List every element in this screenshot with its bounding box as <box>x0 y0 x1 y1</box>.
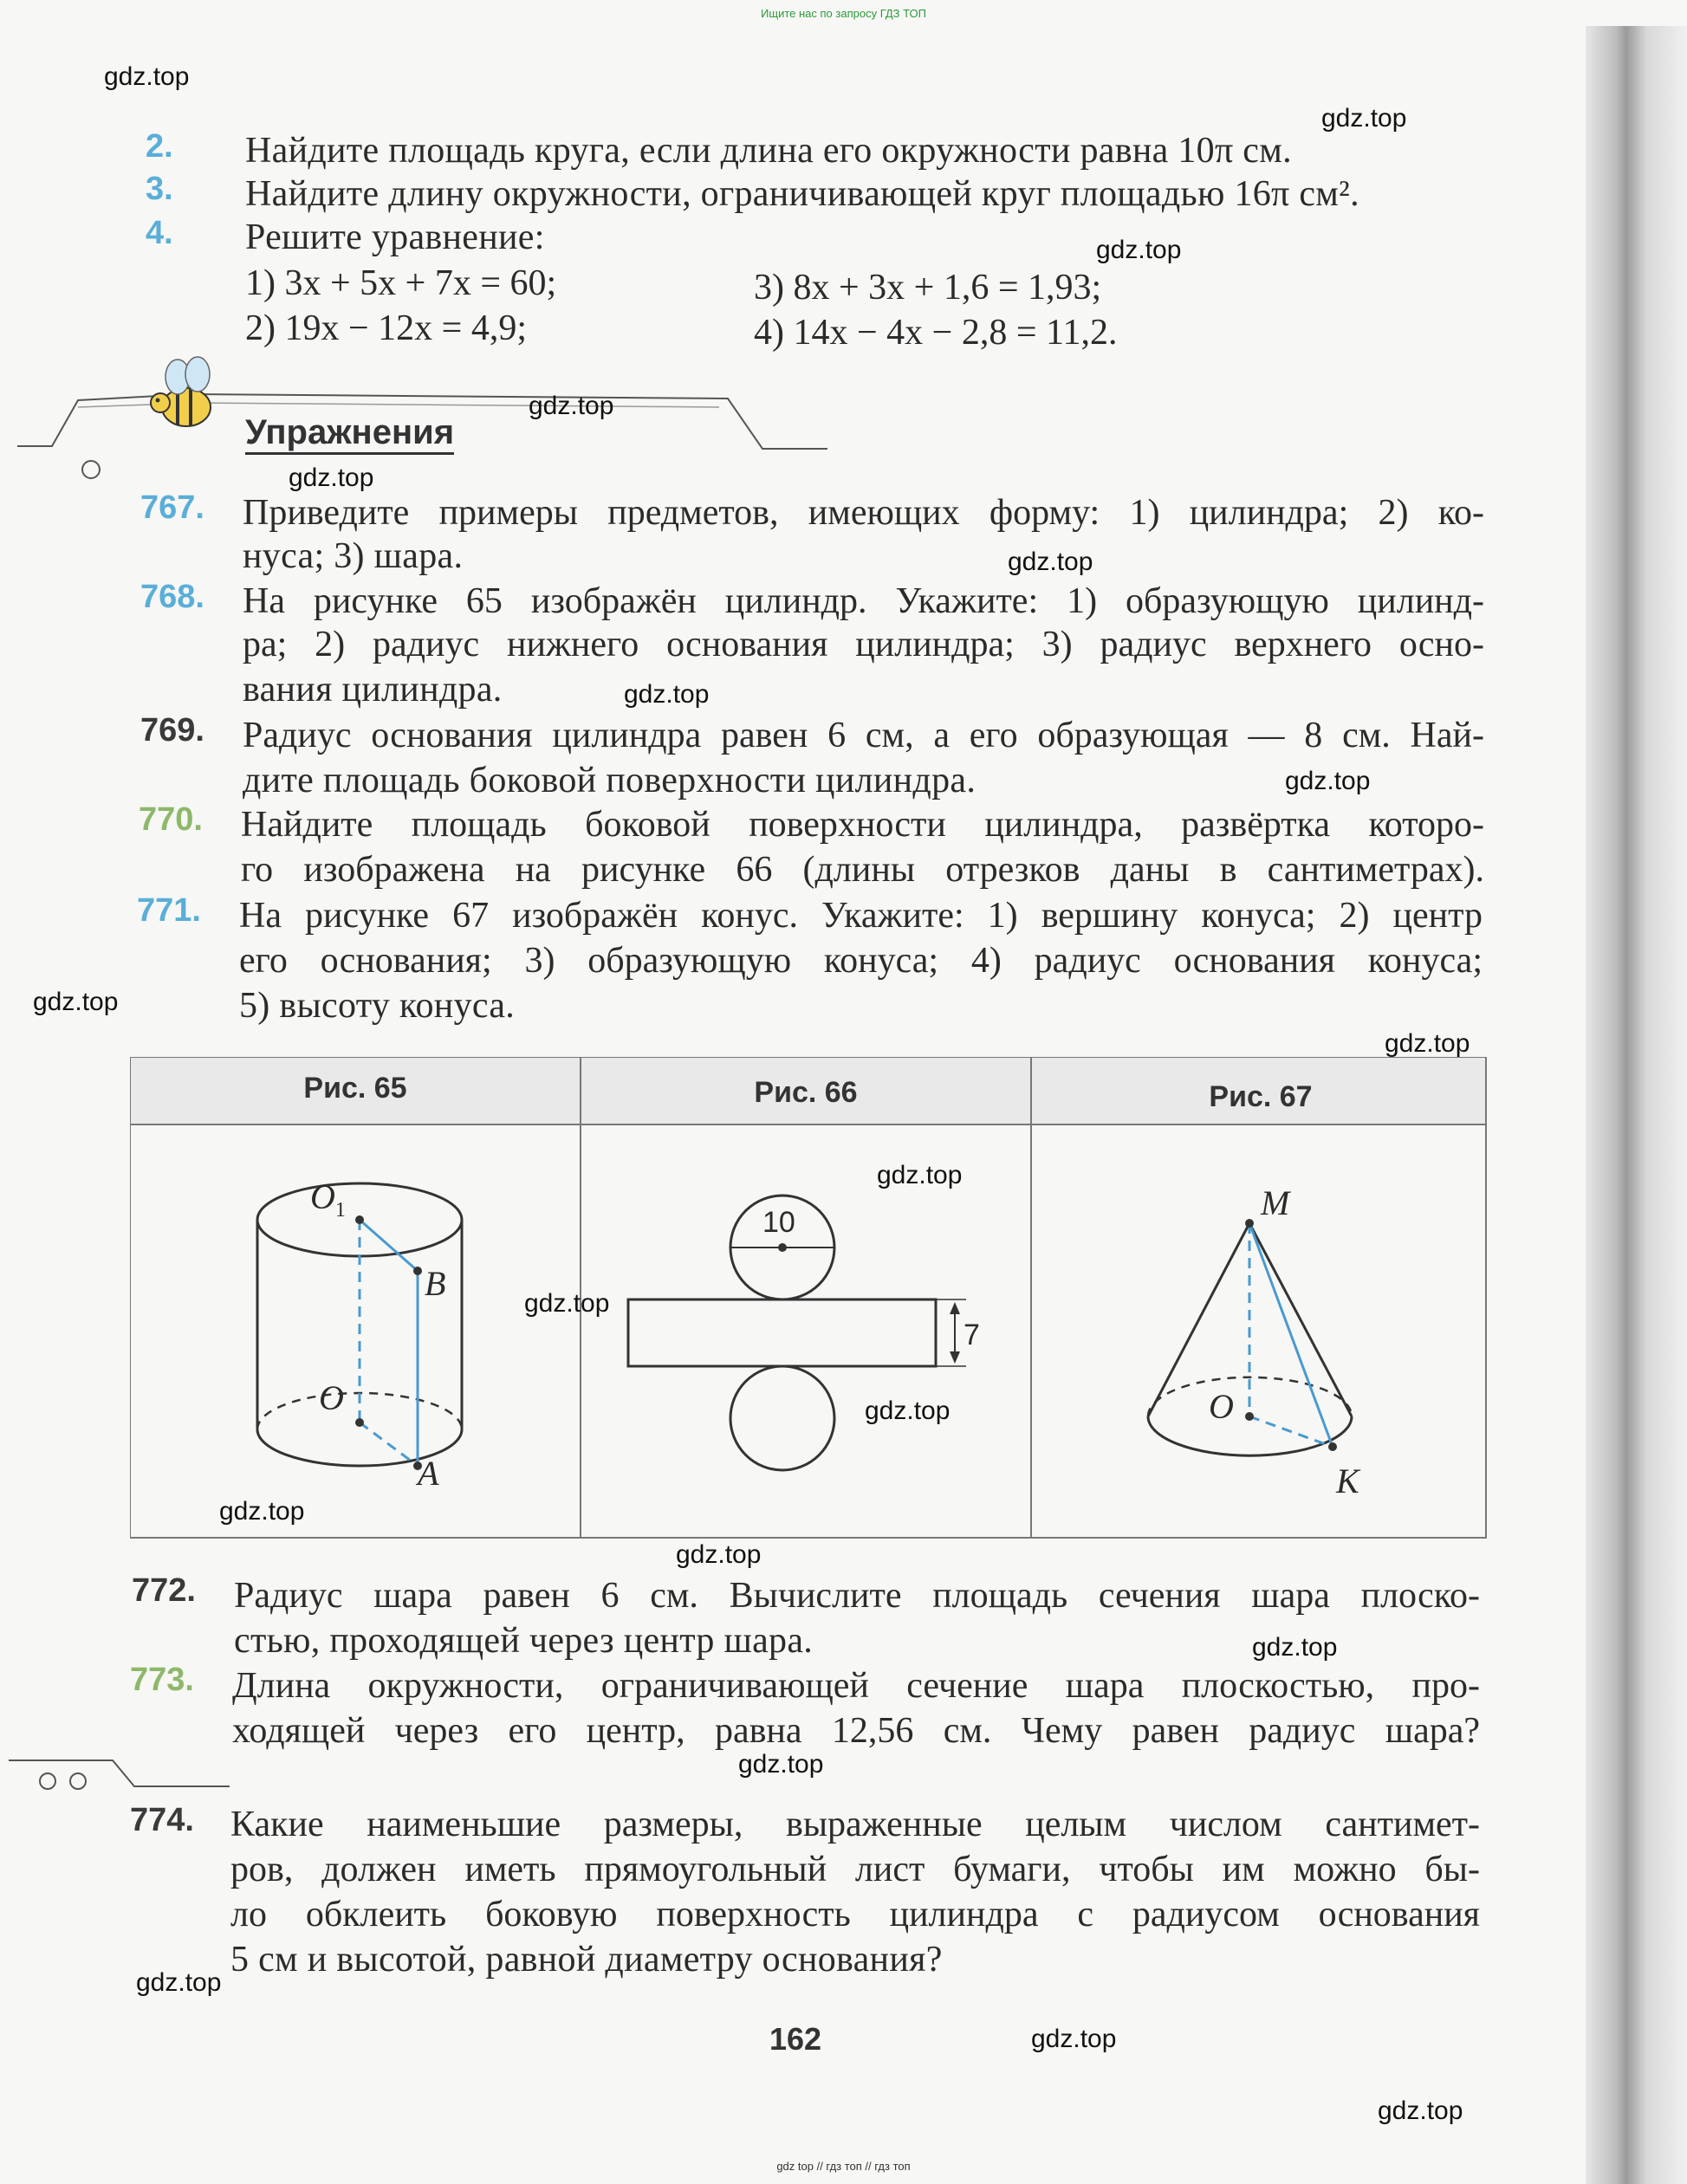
watermark: gdz.top <box>1096 236 1182 264</box>
figure-66-net <box>607 1178 1005 1490</box>
exercise-771-line-1: На рисунке 67 изображён конус. Укажите: 1) вершину конуса; 2) центр <box>239 896 1483 936</box>
exercise-774-line-3: ло обклеить боковую поверхность цилиндра с радиусом основания <box>230 1895 1480 1934</box>
problem-text-4: Решите уравнение: <box>245 217 545 257</box>
exercise-771-line-2: его основания; 3) образующую конуса; 4) радиус основания конуса; <box>239 941 1483 981</box>
exercise-number-773: 773. <box>130 1662 194 1698</box>
problem-text-3: Найдите длину окружности, ограничивающей круг площадью 16π см². <box>245 174 1359 214</box>
watermark: gdz.top <box>877 1161 963 1189</box>
exercise-773-line-2: ходящей через его центр, равна 12,56 см. Чему равен радиус шара? <box>232 1711 1480 1751</box>
problem-number-2: 2. <box>146 128 173 165</box>
exercise-number-767: 767. <box>140 489 204 526</box>
watermark: gdz.top <box>1031 2025 1117 2053</box>
watermark: gdz.top <box>1378 2097 1463 2125</box>
watermark: gdz.top <box>219 1497 305 1526</box>
header-note: Ищите нас по запросу ГДЗ ТОП <box>761 7 926 20</box>
figure-65-title: Рис. 65 <box>303 1072 407 1105</box>
watermark: gdz.top <box>624 680 710 709</box>
label-k: K <box>1336 1461 1359 1500</box>
problem-text-2: Найдите площадь круга, если длина его окружности равна 10π см. <box>245 131 1292 171</box>
footer-note: gdz top // гдз топ // гдз топ <box>776 2160 911 2173</box>
exercise-774-line-1: Какие наименьшие размеры, выраженные целым числом сантимет- <box>230 1805 1480 1844</box>
figure-67-title: Рис. 67 <box>1209 1080 1313 1113</box>
watermark: gdz.top <box>104 62 190 91</box>
label-b: B <box>425 1264 446 1303</box>
equation-3: 3) 8x + 3x + 1,6 = 1,93; <box>754 268 1102 308</box>
bee-icon <box>139 355 234 442</box>
exercise-774-line-4: 5 см и высотой, равной диаметру основания? <box>230 1940 943 1980</box>
figure-66-title: Рис. 66 <box>754 1076 858 1109</box>
exercise-number-771: 771. <box>137 892 201 929</box>
exercise-771-line-3: 5) высоту конуса. <box>239 986 516 1026</box>
figure-67-cone <box>1135 1196 1395 1481</box>
watermark: gdz.top <box>676 1540 762 1569</box>
exercise-772-line-2: стью, проходящей через центр шара. <box>234 1621 814 1661</box>
watermark: gdz.top <box>289 463 374 492</box>
equation-1: 1) 3x + 5x + 7x = 60; <box>245 263 557 303</box>
exercise-number-774: 774. <box>130 1802 194 1838</box>
problem-number-3: 3. <box>146 171 173 207</box>
label-a: A <box>418 1454 439 1493</box>
label-m: M <box>1261 1183 1290 1222</box>
label-o1: $O_1$ <box>310 1177 346 1222</box>
label-rect-height: 7 <box>964 1319 980 1351</box>
watermark: gdz.top <box>524 1289 610 1318</box>
exercise-768-line-1: На рисунке 65 изображён цилиндр. Укажите: 1) образующую цилинд- <box>243 581 1484 621</box>
exercise-number-772: 772. <box>132 1572 196 1609</box>
label-o: O <box>319 1378 344 1417</box>
exercise-767-line-2: нуса; 3) шара. <box>243 536 464 576</box>
exercise-772-line-1: Радиус шара равен 6 см. Вычислите площадь сечения шара плоско- <box>234 1576 1480 1616</box>
watermark: gdz.top <box>529 392 614 420</box>
page-number: 162 <box>769 2021 822 2057</box>
watermark: gdz.top <box>136 1968 222 1997</box>
exercise-770-line-2: го изображена на рисунке 66 (длины отрезков даны в сантиметрах). <box>241 850 1484 890</box>
equation-4: 4) 14x − 4x − 2,8 = 11,2. <box>754 313 1118 353</box>
difficulty-divider <box>0 1750 243 1802</box>
exercise-number-769: 769. <box>140 712 204 749</box>
watermark: gdz.top <box>1252 1633 1338 1662</box>
exercise-768-line-3: вания цилиндра. <box>243 670 503 710</box>
exercise-769-line-1: Радиус основания цилиндра равен 6 см, а его образующая — 8 см. Най- <box>243 716 1484 755</box>
page-binding-edge <box>1586 26 1687 2184</box>
exercise-number-768: 768. <box>140 579 204 615</box>
watermark: gdz.top <box>1008 548 1093 576</box>
problem-number-4: 4. <box>146 215 173 251</box>
exercise-768-line-2: ра; 2) радиус нижнего основания цилиндра; 3) радиус верхнего осно- <box>243 625 1484 664</box>
equation-2: 2) 19x − 12x = 4,9; <box>245 308 528 348</box>
watermark: gdz.top <box>738 1750 824 1779</box>
exercise-773-line-1: Длина окружности, ограничивающей сечение шара плоскостью, про- <box>232 1666 1480 1706</box>
watermark: gdz.top <box>865 1397 951 1425</box>
watermark: gdz.top <box>33 988 119 1016</box>
figure-65-cylinder <box>234 1152 494 1499</box>
exercise-769-line-2: дите площадь боковой поверхности цилиндра. <box>243 761 977 800</box>
exercise-770-line-1: Найдите площадь боковой поверхности цилиндра, развёртка которо- <box>241 805 1484 845</box>
exercise-774-line-2: ров, должен иметь прямоугольный лист бумаги, чтобы им можно бы- <box>230 1850 1480 1889</box>
watermark: gdz.top <box>1285 767 1371 795</box>
label-circle-diameter: 10 <box>762 1206 795 1239</box>
exercise-number-770: 770. <box>139 801 203 838</box>
section-title: Упражнения <box>245 412 454 455</box>
label-cone-o: O <box>1209 1387 1234 1426</box>
watermark: gdz.top <box>1385 1029 1470 1058</box>
exercise-767-line-1: Приведите примеры предметов, имеющих форму: 1) цилиндра; 2) ко- <box>243 493 1484 533</box>
watermark: gdz.top <box>1321 104 1407 133</box>
